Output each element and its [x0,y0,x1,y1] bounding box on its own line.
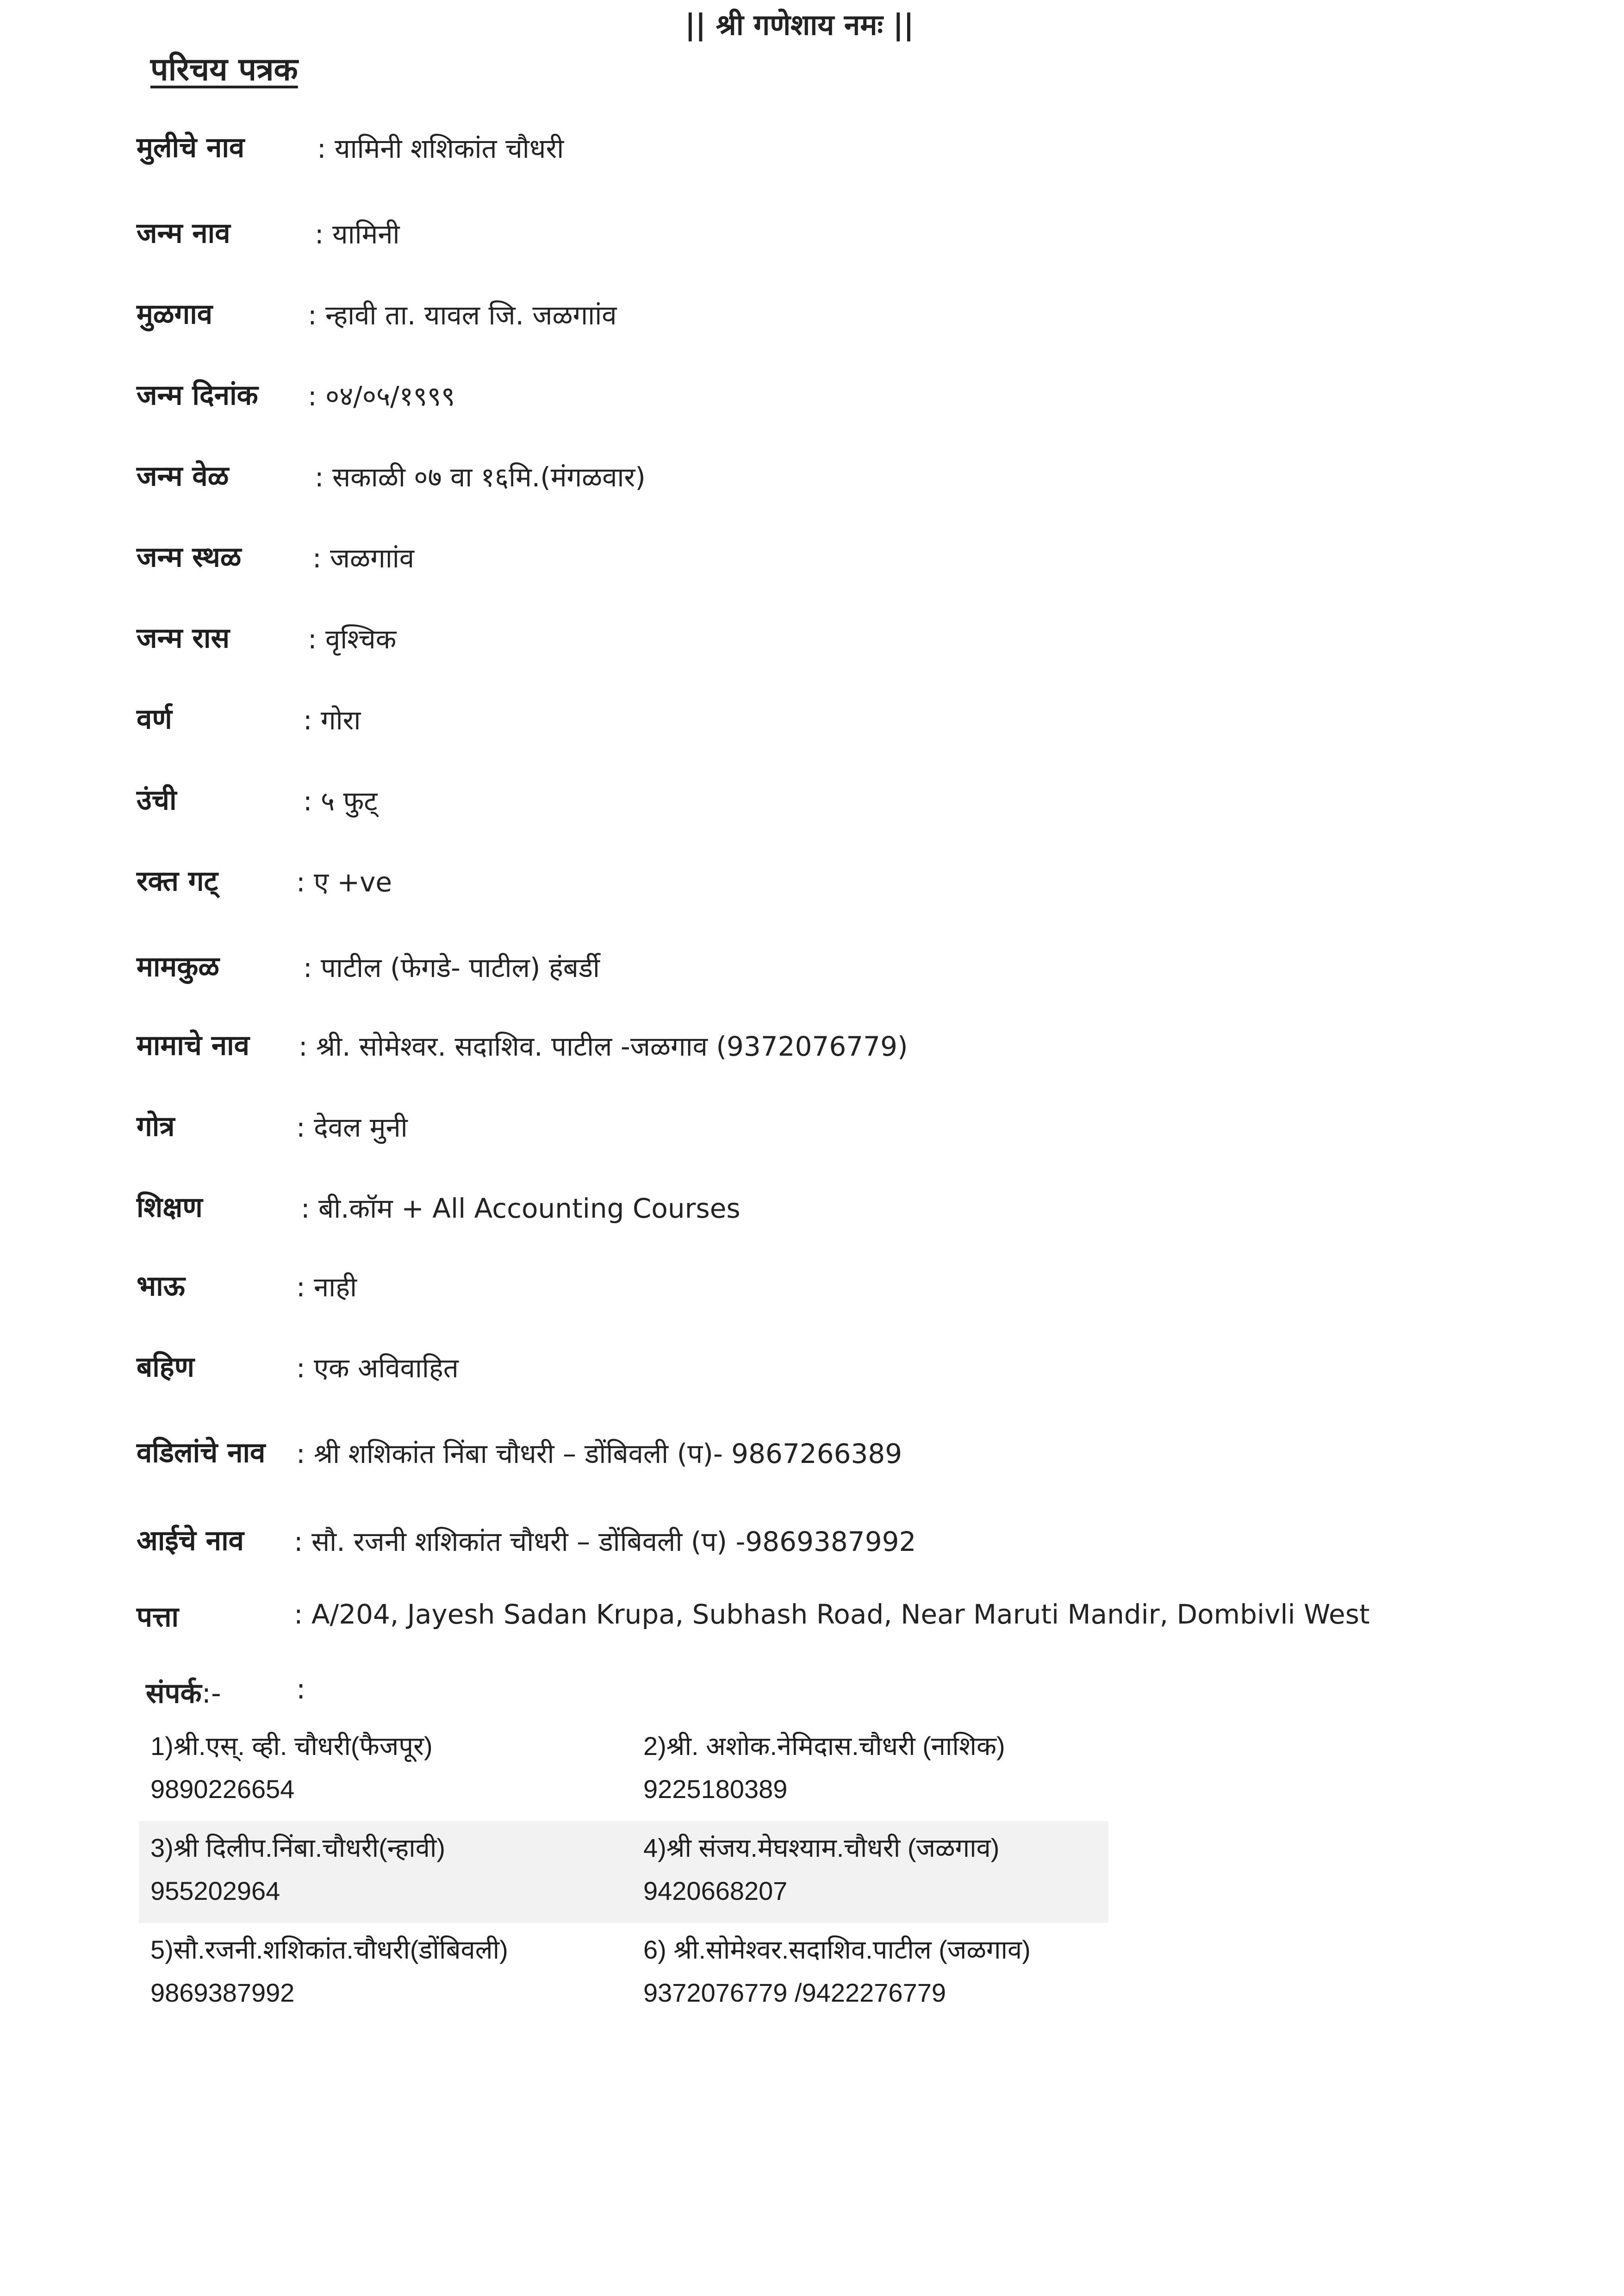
field-label: गोत्र [137,1110,175,1143]
field-label: जन्म नाव [137,217,230,249]
field-sister [137,1347,1571,1388]
field-gotra [137,1106,1571,1148]
field-bride-name [137,127,1571,169]
contact-cell [643,1728,1005,1804]
contact-phone: 9890226654 [150,1774,295,1804]
field-height [137,780,1571,821]
table-row [139,1923,1108,2025]
field-father-name [137,1432,1571,1474]
contact-name: 6) श्री.सोमेश्वर.सदाशिव.पाटील (जळगाव) [643,1935,1031,1964]
contacts-heading-colon: : [296,1673,306,1705]
field-value: : श्री शशिकांत निंबा चौधरी – डोंबिवली (प)- 9867266389 [296,1438,902,1469]
contact-cell [150,1728,433,1804]
field-value: : वृश्चिक [308,623,397,655]
contact-cell [643,1931,1031,2008]
field-value: : जळगाांव [312,542,415,574]
field-label: जन्म स्थळ [137,541,242,573]
contact-name: 4)श्री संजय.मेघश्याम.चौधरी (जळगाव) [643,1833,1000,1862]
field-value: : यामिनी शशिकांत चौधरी [317,133,564,164]
contact-phone: 9225180389 [643,1774,788,1804]
field-label: वर्ण [137,703,172,735]
field-zodiac [137,618,1571,660]
field-value: : न्हावी ता. यावल जि. जळगाांव [308,299,617,331]
field-label: वडिलांचे नाव [137,1437,266,1469]
field-value: : ५ फुट् [303,785,378,817]
field-label: भाऊ [137,1270,185,1302]
contacts-heading-text: संपर्क [146,1677,202,1710]
contact-name: 3)श्री दिलीप.निंबा.चौधरी(न्हावी) [150,1833,446,1862]
field-label: बहिण [137,1351,195,1383]
field-birth-name [137,213,1571,255]
contact-cell [643,1829,999,1906]
field-label: शिक्षण [137,1191,203,1224]
field-label: जन्म वेळ [137,460,229,492]
table-row [139,1719,1108,1821]
field-value: : देवल मुनी [296,1112,408,1143]
field-birth-place [137,537,1571,579]
field-brother [137,1266,1571,1307]
field-label: जन्म रास [137,622,230,654]
field-value: : ए +ve [296,866,392,898]
field-value: : पाटील (फेगडे- पाटील) हंबर्डी [303,952,600,983]
field-maternal-uncle [137,1025,1571,1067]
field-value: : एक अविवाहित [296,1352,459,1384]
field-label: मुलीचे नाव [137,131,245,164]
field-label: आईचे नाव [137,1524,244,1557]
table-row [139,1821,1108,1923]
field-label: पत्ता [137,1601,179,1633]
field-mother-name [137,1520,1571,1562]
contacts-table [139,1719,1108,2025]
field-complexion [137,699,1571,740]
contact-cell [150,1931,508,2008]
field-value: : ०४/०५/१९९९ [308,380,455,412]
field-value: : गोरा [303,704,361,736]
field-label: मामाचे नाव [137,1029,250,1062]
contact-phone: 9869387992 [150,1978,295,2007]
contact-phone: 9372076779 /9422276779 [643,1978,946,2007]
contact-name: 2)श्री. अशोक.नेमिदास.चौधरी (नाशिक) [643,1731,1005,1761]
field-value: : यामिनी [315,218,400,250]
field-blood-group [137,861,1571,902]
contact-name: 5)सौ.रजनी.शशिकांत.चौधरी(डोंबिवली) [150,1935,508,1964]
contact-name: 1)श्री.एस्. व्ही. चौधरी(फैजपूर) [150,1731,433,1761]
field-label: उंची [137,784,177,816]
contact-cell [150,1829,445,1906]
field-education [137,1187,1571,1229]
field-birth-time [137,456,1571,498]
field-value: : A/204, Jayesh Sadan Krupa, Subhash Road, Near Maruti Mandir, Dombivli West [294,1599,1370,1630]
field-label: मामकुळ [137,951,219,983]
field-native-place [137,294,1571,336]
field-birth-date [137,375,1571,417]
field-address [137,1597,1571,1638]
field-maternal-family [137,946,1571,988]
contact-phone: 9420668207 [643,1876,788,1905]
document-title: परिचय पत्रक [150,51,298,88]
field-value: : सकाळी ०७ वा १६मि.(मंगळवार) [315,461,646,493]
field-value: : श्री. सोमेश्वर. सदाशिव. पाटील -जळगाव (9372076779) [299,1031,908,1062]
invocation-heading: || श्री गणेशाय नमः || [685,8,914,42]
contacts-heading-suffix: :- [201,1677,221,1710]
field-value: : नाही [296,1271,357,1303]
field-value: : सौ. रजनी शशिकांत चौधरी – डोंबिवली (प) -9869387992 [294,1526,916,1557]
field-value: : बी.कॉम + All Accounting Courses [301,1193,740,1224]
field-label: मुळगाव [137,298,213,330]
field-label: रक्त गट् [137,865,218,897]
contacts-heading [146,1673,306,1711]
field-label: जन्म दिनांक [137,379,258,411]
contact-phone: 955202964 [150,1876,280,1905]
